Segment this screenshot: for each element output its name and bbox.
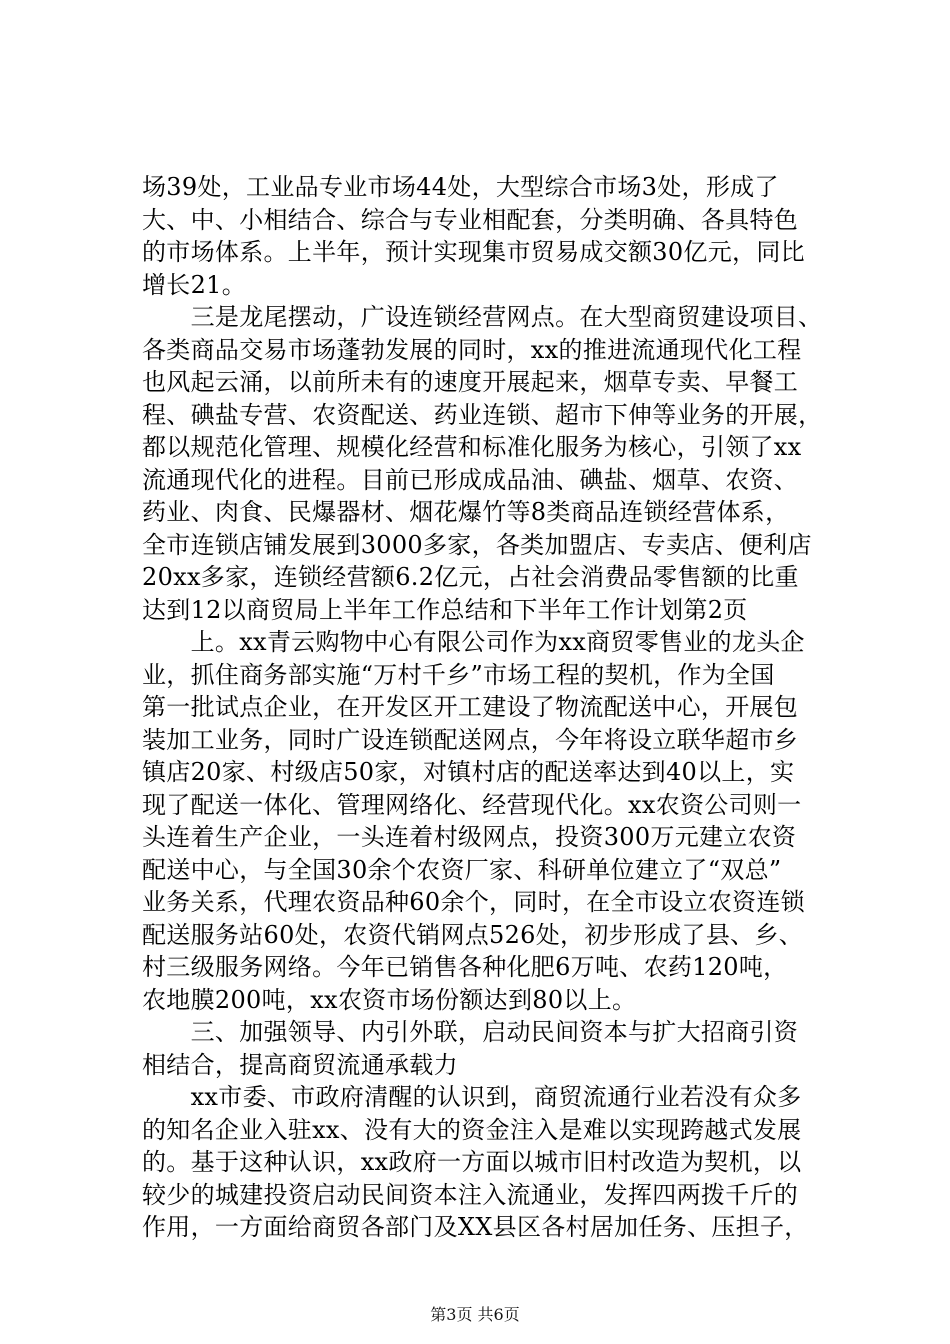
text-line: 业，抓住商务部实施“万村千乡”市场工程的契机，作为全国 bbox=[142, 660, 775, 689]
text-line: 上。xx青云购物中心有限公司作为xx商贸零售业的龙头企 bbox=[142, 628, 805, 656]
text-line: 程、碘盐专营、农资配送、药业连锁、超市下伸等业务的开展， bbox=[142, 400, 823, 429]
body-text bbox=[142, 171, 862, 1244]
text-line: 大、中、小相结合、综合与专业相配套，分类明确、各具特色 bbox=[142, 205, 799, 234]
text-line: 场39处，工业品专业市场44处，大型综合市场3处，形成了 bbox=[142, 173, 779, 201]
text-line: 镇店20家、村级店50家，对镇村店的配送率达到40以上，实 bbox=[142, 758, 795, 786]
text-line: 达到12以商贸局上半年工作总结和下半年工作计划第2页 bbox=[142, 595, 748, 624]
text-line: 配送中心，与全国30余个农资厂家、科研单位建立了“双总” bbox=[142, 855, 782, 884]
text-line: 增长21。 bbox=[142, 270, 247, 299]
text-line: 的知名企业入驻xx、没有大的资金注入是难以实现跨越式发展 bbox=[142, 1115, 802, 1144]
text-line: 农地膜200吨，xx农资市场份额达到80以上。 bbox=[142, 985, 637, 1014]
text-line: 业务关系，代理农资品种60余个，同时，在全市设立农资连锁 bbox=[142, 888, 805, 916]
text-line: 三、加强领导、内引外联，启动民间资本与扩大招商引资 bbox=[142, 1018, 799, 1046]
text-line: 流通现代化的进程。目前已形成成品油、碘盐、烟草、农资、 bbox=[142, 465, 799, 494]
text-line: 三是龙尾摆动，广设连锁经营网点。在大型商贸建设项目、 bbox=[142, 303, 823, 331]
text-line: 装加工业务，同时广设连锁配送网点，今年将设立联华超市乡 bbox=[142, 725, 799, 754]
text-line: 作用，一方面给商贸各部门及XX县区各村居加任务、压担子， bbox=[142, 1213, 809, 1241]
text-line: 的市场体系。上半年，预计实现集市贸易成交额30亿元，同比 bbox=[142, 238, 805, 266]
text-line: 较少的城建投资启动民间资本注入流通业，发挥四两拨千斤的 bbox=[142, 1180, 799, 1209]
text-line: 相结合，提高商贸流通承载力 bbox=[142, 1050, 458, 1079]
text-line: 头连着生产企业，一头连着村级网点，投资300万元建立农资 bbox=[142, 823, 797, 851]
page-footer: 第3页 共6页 bbox=[430, 1305, 520, 1324]
text-line: 第一批试点企业，在开发区开工建设了物流配送中心，开展包 bbox=[142, 693, 799, 721]
text-line: 各类商品交易市场蓬勃发展的同时，xx的推进流通现代化工程 bbox=[142, 335, 802, 364]
text-line: 配送服务站60处，农资代销网点526处，初步形成了县、乡、 bbox=[142, 920, 804, 949]
text-line: xx市委、市政府清醒的认识到，商贸流通行业若没有众多 bbox=[142, 1083, 802, 1111]
text-line: 都以规范化管理、规模化经营和标准化服务为核心，引领了xx bbox=[142, 433, 802, 461]
text-line: 现了配送一体化、管理网络化、经营现代化。xx农资公司则一 bbox=[142, 790, 802, 819]
text-line: 药业、肉食、民爆器材、烟花爆竹等8类商品连锁经营体系， bbox=[142, 498, 790, 526]
text-line: 村三级服务网络。今年已销售各种化肥6万吨、农药120吨， bbox=[142, 953, 788, 981]
text-line: 全市连锁店铺发展到3000多家，各类加盟店、专卖店、便利店 bbox=[142, 530, 812, 559]
text-line: 的。基于这种认识，xx政府一方面以城市旧村改造为契机，以 bbox=[142, 1148, 802, 1176]
text-line: 也风起云涌，以前所未有的速度开展起来，烟草专卖、早餐工 bbox=[142, 368, 799, 396]
text-line: 20xx多家，连锁经营额6.2亿元，占社会消费品零售额的比重 bbox=[142, 563, 799, 591]
